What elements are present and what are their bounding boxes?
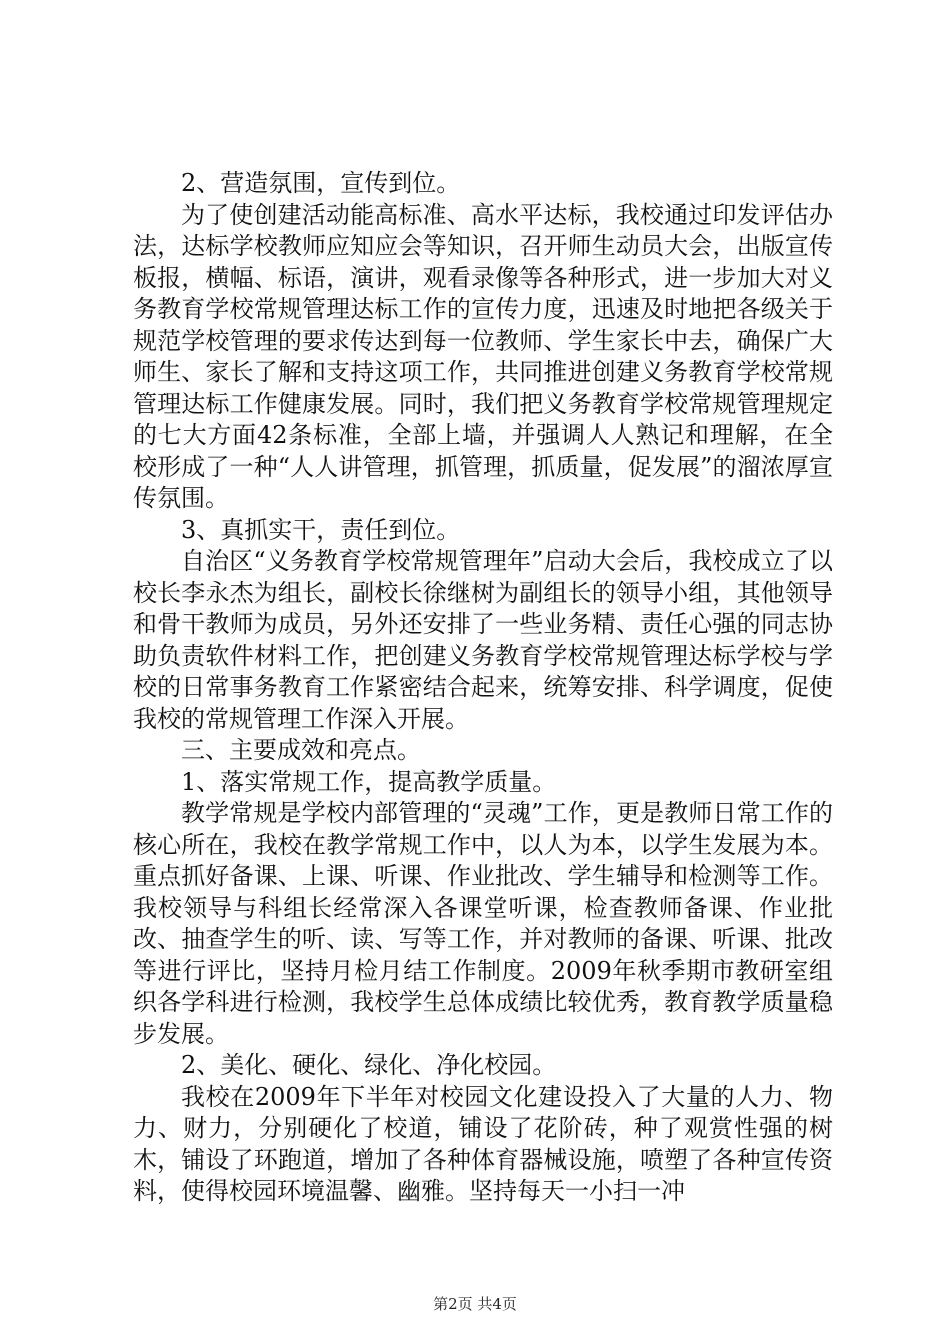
section-heading: 2、营造氛围，宣传到位。 (181, 169, 461, 197)
body-paragraph: 我校在2009年下半年对校园文化建设投入了大量的人力、物力、财力，分别硬化了校道，铺设了花阶砖，种了观赏性强的树木，铺设了环跑道，增加了各种体育器械设施，喷塑了各种宣传资料，使得校园环境温馨、幽雅。坚持每天一小扫一冲 (133, 1082, 833, 1205)
section-heading: 3、真抓实干，责任到位。 (181, 515, 461, 544)
body-paragraph: 自治区“义务教育学校常规管理年”启动大会后，我校成立了以校长李永杰为组长，副校长徐继树为副组长的领导小组，其他领导和骨干教师为成员，另外还安排了一些业务精、责任心强的同志协助负责软件材料工作，把创建义务教育学校常规管理达标学校与学校的日常事务教育工作紧密结合起来，统筹安排、科学调度，促使我校的常规管理工作深入开展。 (133, 547, 833, 733)
section-heading: 1、落实常规工作，提高教学质量。 (181, 767, 557, 796)
section-heading: 2、美化、硬化、绿化、净化校园。 (181, 1051, 557, 1079)
page-footer (0, 1293, 950, 1314)
body-paragraph: 教学常规是学校内部管理的“灵魂”工作，更是教师日常工作的核心所在，我校在教学常规工作中，以人为本，以学生发展为本。重点抓好备课、上课、听课、作业批改、学生辅导和检测等工作。我校领导与科组长经常深入各课堂听课，检查教师备课、作业批改、抽查学生的听、读、写等工作，并对教师的备课、听课、批改等进行评比，坚持月检月结工作制度。2009年秋季期市教研室组织各学科进行检测，我校学生总体成绩比较优秀，教育教学质量稳步发展。 (133, 799, 833, 1048)
body-paragraph: 为了使创建活动能高标准、高水平达标，我校通过印发评估办法，达标学校教师应知应会等知识，召开师生动员大会，出版宣传板报，横幅、标语，演讲，观看录像等各种形式，进一步加大对义务教育学校常规管理达标工作的宣传力度，迅速及时地把各级关于规范学校管理的要求传达到每一位教师、学生家长中去，确保广大师生、家长了解和支持这项工作，共同推进创建义务教育学校常规管理达标工作健康发展。同时，我们把义务教育学校常规管理规定的七大方面42条标准，全部上墙，并强调人人熟记和理解，在全校形成了一种“人人讲管理，抓管理，抓质量，促发展”的溜浓厚宣传氛围。 (133, 200, 833, 512)
page-number-label: 第2页 共4页 (433, 1295, 517, 1313)
document-body (133, 168, 833, 1208)
section-heading: 三、主要成效和亮点。 (181, 736, 421, 764)
